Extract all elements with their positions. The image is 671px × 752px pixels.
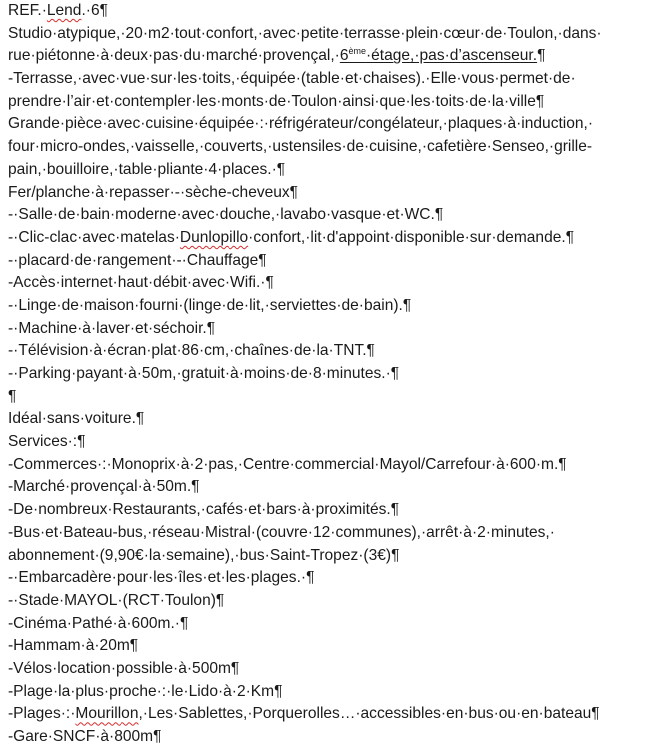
text-line[interactable]: [8, 408, 666, 431]
text-line[interactable]: [8, 295, 666, 318]
text-line[interactable]: [8, 272, 666, 295]
text-line[interactable]: [8, 613, 666, 636]
text-run: -Hammam·à·20m¶: [8, 637, 139, 655]
text-line[interactable]: [8, 159, 666, 182]
text-line[interactable]: [8, 567, 666, 590]
text-line[interactable]: [8, 227, 666, 250]
text-run: -Terrasse,·avec·vue·sur·les·toits,·équipée·(table·et·chaises).·Elle·vous·permet·de·: [8, 70, 576, 88]
text-run: Idéal·sans·voiture.¶: [8, 410, 145, 428]
text-line[interactable]: [8, 590, 666, 613]
underlined-run: [340, 47, 537, 64]
text-line[interactable]: [8, 545, 666, 568]
text-run: -Vélos·location·possible·à·500m¶: [8, 659, 240, 677]
text-run: 6: [339, 47, 349, 65]
text-run: Grande·pièce·avec·cuisine·équipée·:·réfrigérateur/congélateur,·plaques·à·induction,·: [8, 115, 594, 133]
text-line[interactable]: [8, 454, 666, 477]
text-line[interactable]: [8, 182, 666, 205]
text-line[interactable]: [8, 476, 666, 499]
text-run: abonnement·(9,90€·la·semaine),·bus·Saint-Tropez·(3€)¶: [8, 546, 400, 564]
text-run: prendre·l’air·et·contempler·les·monts·de·Toulon·ainsi·que·les·toits·de·la·ville¶: [8, 92, 545, 110]
text-line[interactable]: [8, 136, 666, 159]
text-run: -·Télévision·à·écran·plat·86·cm,·chaînes·de·la·TNT.¶: [8, 342, 375, 360]
text-line[interactable]: [8, 340, 666, 363]
text-line[interactable]: [8, 318, 666, 341]
text-run: -Cinéma·Pathé·à·600m.·¶: [8, 614, 189, 632]
text-run: ·étage,·pas·d’ascenseur.: [365, 47, 538, 65]
text-line[interactable]: [8, 68, 666, 91]
text-run: -Accès·internet·haut·débit·avec·Wifi.·¶: [8, 274, 274, 292]
text-run: REF.·: [8, 2, 47, 19]
text-run: -·Embarcadère·pour·les·îles·et·les·plages.·¶: [8, 569, 315, 587]
text-line[interactable]: [8, 522, 666, 545]
paragraph-mark: ¶: [8, 387, 17, 405]
text-run: ·confort,·lit·d'appoint·disponible·sur·demande.¶: [248, 228, 575, 246]
text-line[interactable]: [8, 113, 666, 136]
text-line[interactable]: [8, 431, 666, 454]
text-line[interactable]: [8, 635, 666, 658]
text-run: -Commerces·:·Monoprix·à·2·pas,·Centre·commercial·Mayol/Carrefour·à·600·m.¶: [8, 455, 567, 473]
text-run: -Bus·et·Bateau-bus,·réseau·Mistral·(couvre·12·communes),·arrêt·à·2·minutes,·: [8, 523, 555, 541]
superscript: ème: [348, 46, 366, 57]
text-line[interactable]: [8, 363, 666, 386]
text-line[interactable]: [8, 250, 666, 273]
text-run: -·Machine·à·laver·et·séchoir.¶: [8, 319, 216, 337]
document-page[interactable]: [8, 0, 668, 749]
text-run: -·Salle·de·bain·moderne·avec·douche,·lavabo·vasque·et·WC.¶: [8, 206, 444, 224]
text-run: -Plages·:·: [8, 705, 76, 723]
spellcheck-word: Lend: [46, 2, 82, 19]
text-line[interactable]: [8, 0, 666, 23]
text-run: Studio·atypique,·20·m2·tout·confort,·avec·petite·terrasse·plein·cœur·de·Toulon,·dans·: [8, 24, 602, 42]
text-run: ,·Les·Sablettes,·Porquerolles…·accessibles·en·bus·ou·en·bateau¶: [138, 705, 600, 723]
text-line[interactable]: [8, 204, 666, 227]
text-line[interactable]: [8, 45, 666, 68]
text-line[interactable]: [8, 703, 666, 726]
paragraph-mark: ¶: [537, 47, 546, 65]
text-line[interactable]: [8, 658, 666, 681]
text-run: -·Parking·payant·à·50m,·gratuit·à·moins·de·8·minutes.·¶: [8, 365, 400, 382]
text-line[interactable]: [8, 23, 666, 46]
text-run: -·Linge·de·maison·fourni·(linge·de·lit,·serviettes·de·bain).¶: [8, 296, 412, 314]
text-run: -Gare·SNCF·à·800m¶: [8, 728, 162, 745]
text-line[interactable]: [8, 386, 666, 409]
text-run: pain,·bouilloire,·table·pliante·4·places.·¶: [8, 160, 286, 178]
text-line[interactable]: [8, 681, 666, 704]
text-run: -Plage·la·plus·proche·:·le·Lido·à·2·Km¶: [8, 682, 283, 700]
text-run: -·Clic-clac·avec·matelas·: [8, 228, 180, 246]
text-run: -·Stade·MAYOL·(RCT·Toulon)¶: [8, 591, 225, 609]
text-run: .·6¶: [81, 2, 108, 19]
text-run: Services·:¶: [8, 433, 86, 451]
text-run: -·placard·de·rangement·-·Chauffage¶: [8, 251, 267, 269]
text-run: -Marché·provençal·à·50m.¶: [8, 478, 200, 496]
text-run: four·micro-ondes,·vaisselle,·couverts,·ustensiles·de·cuisine,·cafetière·Senseo,·grille-: [8, 138, 593, 156]
text-run: rue·piétonne·à·deux·pas·du·marché·provençal,·: [8, 47, 340, 65]
spellcheck-word: Mourillon: [75, 705, 139, 723]
text-run: Fer/planche·à·repasser·-·sèche-cheveux¶: [8, 183, 299, 201]
text-line[interactable]: [8, 91, 666, 114]
text-line[interactable]: [8, 726, 666, 749]
text-run: -De·nombreux·Restaurants,·cafés·et·bars·à·proximités.¶: [8, 501, 400, 519]
text-line[interactable]: [8, 499, 666, 522]
spellcheck-word: Dunlopillo: [179, 228, 249, 246]
